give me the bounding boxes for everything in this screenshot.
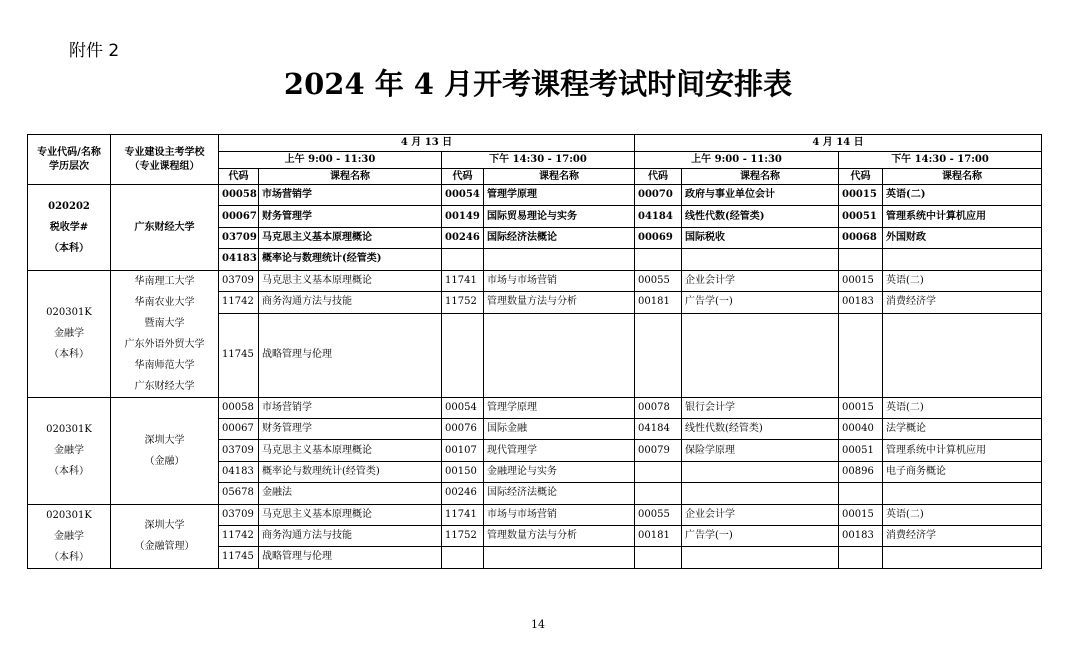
course-code xyxy=(635,249,682,270)
major-column-header: 专业代码/名称 学历层次 xyxy=(28,135,111,185)
course-name xyxy=(682,313,839,397)
day1-am-header: 上午 9:00 - 11:30 xyxy=(219,152,442,169)
course-name: 国际税收 xyxy=(682,227,839,248)
course-code: 00183 xyxy=(839,525,883,546)
page-number: 14 xyxy=(531,618,545,631)
course-name: 消费经济学 xyxy=(883,292,1042,314)
attachment-label: 附件 2 xyxy=(69,41,120,61)
course-name: 金融法 xyxy=(259,483,442,504)
course-name: 现代管理学 xyxy=(484,440,635,461)
course-name xyxy=(883,313,1042,397)
code-header: 代码 xyxy=(839,169,883,185)
course-name: 管理系统中计算机应用 xyxy=(883,206,1042,227)
course-name xyxy=(484,313,635,397)
course-name: 金融理论与实务 xyxy=(484,461,635,482)
course-name: 国际经济法概论 xyxy=(484,483,635,504)
course-name: 管理系统中计算机应用 xyxy=(883,440,1042,461)
course-code: 00058 xyxy=(219,397,259,418)
code-header: 代码 xyxy=(219,169,259,185)
code-header: 代码 xyxy=(635,169,682,185)
course-name xyxy=(682,547,839,568)
course-code: 00054 xyxy=(442,397,484,418)
school-cell: 华南理工大学 华南农业大学 暨南大学 广东外语外贸大学 华南师范大学 广东财经大学 xyxy=(111,270,219,397)
course-name: 企业会计学 xyxy=(682,504,839,525)
course-code: 04184 xyxy=(635,418,682,439)
course-code: 00015 xyxy=(839,397,883,418)
course-name: 财务管理学 xyxy=(259,418,442,439)
course-code: 00058 xyxy=(219,185,259,206)
course-name: 外国财政 xyxy=(883,227,1042,248)
course-name xyxy=(484,249,635,270)
course-header: 课程名称 xyxy=(484,169,635,185)
major-cell: 020301K 金融学 （本科） xyxy=(28,270,111,397)
course-code: 00055 xyxy=(635,270,682,292)
course-name: 管理数量方法与分析 xyxy=(484,292,635,314)
course-name: 银行会计学 xyxy=(682,397,839,418)
course-name: 商务沟通方法与技能 xyxy=(259,525,442,546)
course-name: 企业会计学 xyxy=(682,270,839,292)
course-code: 03709 xyxy=(219,440,259,461)
course-code xyxy=(635,461,682,482)
course-code: 11741 xyxy=(442,504,484,525)
course-name: 马克思主义基本原理概论 xyxy=(259,504,442,525)
course-code: 00150 xyxy=(442,461,484,482)
course-code: 00079 xyxy=(635,440,682,461)
course-code: 00078 xyxy=(635,397,682,418)
course-name: 英语(二) xyxy=(883,185,1042,206)
course-code: 00076 xyxy=(442,418,484,439)
course-code xyxy=(442,249,484,270)
course-name: 战略管理与伦理 xyxy=(259,313,442,397)
course-code: 00069 xyxy=(635,227,682,248)
course-name: 马克思主义基本原理概论 xyxy=(259,227,442,248)
course-name: 消费经济学 xyxy=(883,525,1042,546)
course-name: 法学概论 xyxy=(883,418,1042,439)
course-name: 管理学原理 xyxy=(484,397,635,418)
course-code: 00896 xyxy=(839,461,883,482)
course-name: 管理学原理 xyxy=(484,185,635,206)
major-cell: 020202 税收学# （本科） xyxy=(28,185,111,271)
course-code: 00067 xyxy=(219,206,259,227)
course-code xyxy=(635,313,682,397)
course-code: 11752 xyxy=(442,292,484,314)
course-code: 00051 xyxy=(839,440,883,461)
course-name: 保险学原理 xyxy=(682,440,839,461)
course-name: 财务管理学 xyxy=(259,206,442,227)
course-code: 11741 xyxy=(442,270,484,292)
school-cell: 深圳大学 （金融管理） xyxy=(111,504,219,568)
course-code: 00040 xyxy=(839,418,883,439)
course-name: 国际金融 xyxy=(484,418,635,439)
course-name: 广告学(一) xyxy=(682,292,839,314)
table-row xyxy=(28,504,1042,525)
course-code xyxy=(839,483,883,504)
course-name xyxy=(883,483,1042,504)
course-name: 国际经济法概论 xyxy=(484,227,635,248)
course-code: 00107 xyxy=(442,440,484,461)
course-code: 03709 xyxy=(219,270,259,292)
course-code: 00051 xyxy=(839,206,883,227)
course-name: 线性代数(经管类) xyxy=(682,206,839,227)
course-code xyxy=(442,547,484,568)
exam-schedule-table xyxy=(27,134,1042,569)
course-name: 概率论与数理统计(经管类) xyxy=(259,461,442,482)
school-column-header: 专业建设主考学校 （专业课程组） xyxy=(111,135,219,185)
course-name: 国际贸易理论与实务 xyxy=(484,206,635,227)
course-name xyxy=(484,547,635,568)
course-name xyxy=(682,249,839,270)
course-name: 市场营销学 xyxy=(259,397,442,418)
course-name: 市场与市场营销 xyxy=(484,270,635,292)
course-code: 03709 xyxy=(219,227,259,248)
course-code: 00246 xyxy=(442,227,484,248)
day2-am-header: 上午 9:00 - 11:30 xyxy=(635,152,839,169)
day1-pm-header: 下午 14:30 - 17:00 xyxy=(442,152,635,169)
course-name: 政府与事业单位会计 xyxy=(682,185,839,206)
major-cell: 020301K 金融学 （本科） xyxy=(28,504,111,568)
table-row xyxy=(28,185,1042,206)
course-name xyxy=(682,461,839,482)
course-code: 00149 xyxy=(442,206,484,227)
course-code: 03709 xyxy=(219,504,259,525)
course-code: 00183 xyxy=(839,292,883,314)
course-name xyxy=(682,483,839,504)
course-code: 05678 xyxy=(219,483,259,504)
course-name: 英语(二) xyxy=(883,270,1042,292)
course-header: 课程名称 xyxy=(259,169,442,185)
course-code: 00181 xyxy=(635,292,682,314)
course-code: 00068 xyxy=(839,227,883,248)
day1-header: 4 月 13 日 xyxy=(219,135,635,152)
day2-pm-header: 下午 14:30 - 17:00 xyxy=(839,152,1042,169)
table-row xyxy=(28,270,1042,292)
page-title: 2024 年 4 月开考课程考试时间安排表 xyxy=(283,67,793,101)
course-code: 04183 xyxy=(219,249,259,270)
day2-header: 4 月 14 日 xyxy=(635,135,1042,152)
course-name: 战略管理与伦理 xyxy=(259,547,442,568)
course-name: 广告学(一) xyxy=(682,525,839,546)
course-name: 线性代数(经管类) xyxy=(682,418,839,439)
course-code: 00246 xyxy=(442,483,484,504)
course-name: 商务沟通方法与技能 xyxy=(259,292,442,314)
course-header: 课程名称 xyxy=(682,169,839,185)
course-code xyxy=(839,313,883,397)
code-header: 代码 xyxy=(442,169,484,185)
course-code: 11742 xyxy=(219,525,259,546)
table-row xyxy=(28,397,1042,418)
course-code xyxy=(839,249,883,270)
course-name: 市场营销学 xyxy=(259,185,442,206)
course-code xyxy=(635,483,682,504)
course-name: 马克思主义基本原理概论 xyxy=(259,270,442,292)
major-cell: 020301K 金融学 （本科） xyxy=(28,397,111,504)
course-code: 00054 xyxy=(442,185,484,206)
course-code xyxy=(635,547,682,568)
school-cell: 深圳大学 （金融） xyxy=(111,397,219,504)
course-name: 市场与市场营销 xyxy=(484,504,635,525)
course-code: 11745 xyxy=(219,313,259,397)
course-code: 11745 xyxy=(219,547,259,568)
course-name xyxy=(883,249,1042,270)
course-code: 00015 xyxy=(839,185,883,206)
course-name: 英语(二) xyxy=(883,397,1042,418)
course-code: 00015 xyxy=(839,270,883,292)
course-name xyxy=(883,547,1042,568)
course-code: 04184 xyxy=(635,206,682,227)
course-header: 课程名称 xyxy=(883,169,1042,185)
course-name: 电子商务概论 xyxy=(883,461,1042,482)
course-name: 马克思主义基本原理概论 xyxy=(259,440,442,461)
course-code: 00055 xyxy=(635,504,682,525)
course-code xyxy=(839,547,883,568)
course-code: 00070 xyxy=(635,185,682,206)
course-code: 04183 xyxy=(219,461,259,482)
course-name: 概率论与数理统计(经管类) xyxy=(259,249,442,270)
school-cell: 广东财经大学 xyxy=(111,185,219,271)
course-code: 00015 xyxy=(839,504,883,525)
course-code: 00181 xyxy=(635,525,682,546)
course-name: 管理数量方法与分析 xyxy=(484,525,635,546)
course-code xyxy=(442,313,484,397)
course-code: 11752 xyxy=(442,525,484,546)
course-code: 11742 xyxy=(219,292,259,314)
course-name: 英语(二) xyxy=(883,504,1042,525)
course-code: 00067 xyxy=(219,418,259,439)
